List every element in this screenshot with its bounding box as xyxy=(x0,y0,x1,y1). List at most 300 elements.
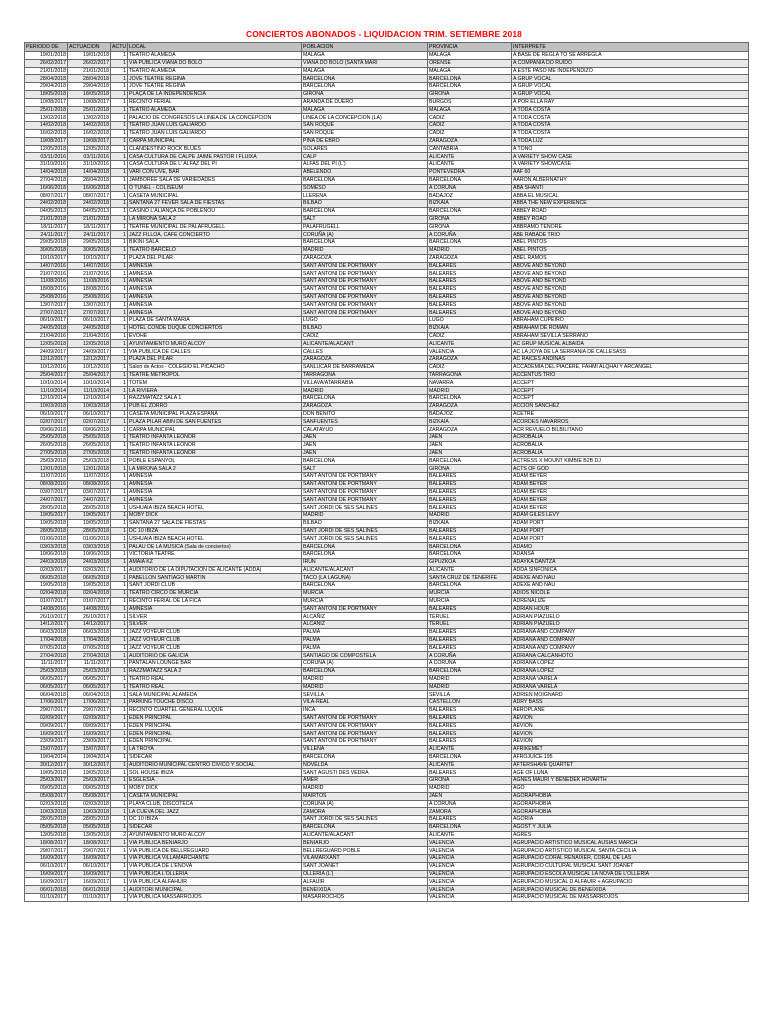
cell-provincia: GIRONA xyxy=(428,90,512,98)
cell-interprete: A BASE DE REGLA TO SE ARREGLA xyxy=(512,52,749,60)
cell-provincia: MADRID xyxy=(428,683,512,691)
cell-actu: 1 xyxy=(111,816,128,824)
cell-poblacion: VILLENA xyxy=(302,745,428,753)
cell-periodo: 10/10/2014 xyxy=(25,379,68,387)
table-row xyxy=(25,153,749,161)
cell-periodo: 06/05/2017 xyxy=(25,683,68,691)
cell-actuacion: 24/05/2018 xyxy=(68,324,111,332)
cell-actuacion: 05/05/2018 xyxy=(68,823,111,831)
cell-actuacion: 11/08/2016 xyxy=(68,278,111,286)
cell-local: AMNESIA xyxy=(128,480,302,488)
cell-poblacion: BARCELONA xyxy=(302,551,428,559)
cell-actuacion: 28/05/2018 xyxy=(68,504,111,512)
cell-provincia: CADIZ xyxy=(428,114,512,122)
cell-local: JAZZ VOYEUR CLUB xyxy=(128,628,302,636)
cell-local: JAZZ VOYEUR CLUB xyxy=(128,636,302,644)
cell-periodo: 13/07/2017 xyxy=(25,301,68,309)
cell-actuacion: 30/05/2018 xyxy=(68,246,111,254)
cell-periodo: 25/08/2016 xyxy=(25,293,68,301)
cell-interprete: ADRIANA AND COMPANY xyxy=(512,636,749,644)
cell-poblacion: CADIZ xyxy=(302,332,428,340)
cell-actuacion: 13/02/2018 xyxy=(68,114,111,122)
table-row xyxy=(25,379,749,387)
cell-provincia: BALEARES xyxy=(428,816,512,824)
cell-interprete: A GRUP VOCAL xyxy=(512,75,749,83)
cell-poblacion: SANLUCAR DE BARRAMEDA xyxy=(302,363,428,371)
cell-actuacion: 17/06/2017 xyxy=(68,699,111,707)
cell-interprete: ADRIEN MOIGNARD xyxy=(512,691,749,699)
table-row xyxy=(25,410,749,418)
cell-provincia: MALAGA xyxy=(428,106,512,114)
table-row xyxy=(25,582,749,590)
cell-actu: 1 xyxy=(111,792,128,800)
cell-interprete: AEVION xyxy=(512,730,749,738)
cell-actu: 1 xyxy=(111,379,128,387)
cell-poblacion: VILA-REAL xyxy=(302,699,428,707)
cell-provincia: SANTA CRUZ DE TENERIFE xyxy=(428,574,512,582)
cell-poblacion: SAN ROQUE xyxy=(302,122,428,130)
cell-poblacion: MALAGA xyxy=(302,52,428,60)
cell-actu: 1 xyxy=(111,52,128,60)
cell-actuacion: 10/06/2018 xyxy=(68,551,111,559)
cell-actuacion: 27/07/2017 xyxy=(68,309,111,317)
cell-interprete: ADDA SINFONICA xyxy=(512,566,749,574)
cell-interprete: ADRIANA AND COMPANY xyxy=(512,644,749,652)
cell-periodo: 09/06/2018 xyxy=(25,426,68,434)
cell-actuacion: 14/12/2017 xyxy=(68,621,111,629)
cell-provincia: BARCELONA xyxy=(428,753,512,761)
cell-interprete: ABEL PINTOS xyxy=(512,246,749,254)
cell-periodo: 06/10/2017 xyxy=(25,317,68,325)
cell-provincia: BALEARES xyxy=(428,293,512,301)
table-row xyxy=(25,519,749,527)
cell-local: SIDECAR xyxy=(128,823,302,831)
cell-actuacion: 03/03/2018 xyxy=(68,543,111,551)
cell-periodo: 16/09/2017 xyxy=(25,870,68,878)
cell-actuacion: 24/02/2018 xyxy=(68,200,111,208)
cell-actuacion: 06/10/2017 xyxy=(68,317,111,325)
cell-poblacion: BARCELONA xyxy=(302,207,428,215)
cell-provincia: SEVILLA xyxy=(428,691,512,699)
cell-poblacion: MADRID xyxy=(302,683,428,691)
table-row xyxy=(25,878,749,886)
cell-interprete: ACCION SANCHEZ xyxy=(512,402,749,410)
cell-actuacion: 02/04/2018 xyxy=(68,589,111,597)
table-row xyxy=(25,769,749,777)
cell-actuacion: 06/05/2017 xyxy=(68,683,111,691)
cell-local: LA CUEVA DEL JAZZ xyxy=(128,808,302,816)
cell-poblacion: LINEA DE LA CONCEPCION (LA) xyxy=(302,114,428,122)
table-row xyxy=(25,231,749,239)
cell-periodo: 05/08/2017 xyxy=(25,792,68,800)
table-row xyxy=(25,722,749,730)
cell-local: EDEN PRINCIPAL xyxy=(128,714,302,722)
cell-provincia: ALICANTE xyxy=(428,745,512,753)
cell-local: RAZZMATAZZ SALA 2 xyxy=(128,667,302,675)
cell-actu: 1 xyxy=(111,309,128,317)
cell-interprete: ADRIAN PIAZUELO xyxy=(512,613,749,621)
cell-actuacion: 29/05/2018 xyxy=(68,239,111,247)
cell-poblacion: SANT ANTONI DE PORTMANY xyxy=(302,278,428,286)
cell-actuacion: 08/08/2016 xyxy=(68,480,111,488)
cell-poblacion: BARCELONA xyxy=(302,582,428,590)
cell-poblacion: ZARAGOZA xyxy=(302,254,428,262)
table-row xyxy=(25,831,749,839)
cell-actu: 1 xyxy=(111,808,128,816)
cell-provincia: MADRID xyxy=(428,784,512,792)
cell-actu: 1 xyxy=(111,628,128,636)
cell-periodo: 16/09/2017 xyxy=(25,878,68,886)
cell-provincia: A CORUÑA xyxy=(428,231,512,239)
table-row xyxy=(25,285,749,293)
cell-actuacion: 25/04/2017 xyxy=(68,371,111,379)
cell-provincia: BALEARES xyxy=(428,644,512,652)
table-row xyxy=(25,714,749,722)
cell-provincia: MALAGA xyxy=(428,52,512,60)
cell-actu: 1 xyxy=(111,652,128,660)
cell-interprete: ADAM BEYER xyxy=(512,496,749,504)
cell-poblacion: NOVELDA xyxy=(302,761,428,769)
cell-periodo: 29/07/2017 xyxy=(25,706,68,714)
cell-provincia: ALICANTE xyxy=(428,153,512,161)
cell-local: SILVER xyxy=(128,621,302,629)
cell-interprete: ACROBALIA xyxy=(512,434,749,442)
cell-interprete: ABBEY ROAD xyxy=(512,215,749,223)
cell-poblacion: SANT ANTONI DE PORTMANY xyxy=(302,262,428,270)
cell-provincia: CADIZ xyxy=(428,122,512,130)
table-row xyxy=(25,371,749,379)
table-row xyxy=(25,75,749,83)
table-row xyxy=(25,761,749,769)
cell-interprete: AGNES MAURI Y BENEDEK HOVARTH xyxy=(512,777,749,785)
cell-local: VICTORIA TEATRE xyxy=(128,551,302,559)
cell-poblacion: SANTIAGO DE COMPOSTELA xyxy=(302,652,428,660)
cell-actu: 1 xyxy=(111,90,128,98)
cell-actuacion: 06/04/2018 xyxy=(68,691,111,699)
cell-periodo: 28/04/2018 xyxy=(25,75,68,83)
cell-interprete: AFTERSHAVE QUARTET xyxy=(512,761,749,769)
cell-provincia: JAÉN xyxy=(428,434,512,442)
table-row xyxy=(25,332,749,340)
cell-interprete: A VARIETY SHOW CASE xyxy=(512,153,749,161)
cell-interprete: ADRIANA VARELA xyxy=(512,683,749,691)
cell-local: EDEN PRINCIPAL xyxy=(128,722,302,730)
cell-provincia: GIRONA xyxy=(428,777,512,785)
cell-actuacion: 25/05/2018 xyxy=(68,434,111,442)
cell-provincia: JAÉN xyxy=(428,792,512,800)
table-row xyxy=(25,862,749,870)
cell-actu: 1 xyxy=(111,582,128,590)
cell-actuacion: 12/05/2018 xyxy=(68,340,111,348)
cell-actu: 1 xyxy=(111,324,128,332)
cell-interprete: ACCEPT xyxy=(512,387,749,395)
cell-local: PLAZA PILAR ABIN DE SAN FUENTES xyxy=(128,418,302,426)
cell-actu: 1 xyxy=(111,223,128,231)
cell-local: TEATRO INFANTA LEONOR xyxy=(128,449,302,457)
cell-provincia: MADRID xyxy=(428,675,512,683)
cell-provincia: GIPUZKOA xyxy=(428,558,512,566)
cell-local: AMNESIA xyxy=(128,285,302,293)
cell-actuacion: 28/05/2018 xyxy=(68,527,111,535)
cell-periodo: 29/04/2018 xyxy=(25,83,68,91)
cell-local: VIA PUBLICA VILLAMARCHANTE xyxy=(128,855,302,863)
cell-local: AYUNTAMIENTO MURO ALCOY xyxy=(128,340,302,348)
cell-actuacion: 17/04/2018 xyxy=(68,636,111,644)
cell-actuacion: 11/10/2014 xyxy=(68,387,111,395)
cell-local: CASA CULTURA DE CALPE JAIME PASTOR I FLUIXA xyxy=(128,153,302,161)
table-row xyxy=(25,870,749,878)
table-row xyxy=(25,753,749,761)
table-row xyxy=(25,317,749,325)
cell-actu: 1 xyxy=(111,356,128,364)
cell-local: MOBY DICK xyxy=(128,512,302,520)
cell-actuacion: 08/07/2017 xyxy=(68,192,111,200)
table-row xyxy=(25,699,749,707)
cell-actu: 1 xyxy=(111,800,128,808)
cell-periodo: 19/01/2018 xyxy=(25,52,68,60)
cell-actu: 1 xyxy=(111,753,128,761)
cell-actuacion: 13/05/2018 xyxy=(68,831,111,839)
cell-actuacion: 15/07/2017 xyxy=(68,745,111,753)
table-row xyxy=(25,855,749,863)
cell-local: AMNESIA xyxy=(128,605,302,613)
cell-interprete: AGRUPACIO ARTISTICO MUSICAL SANTA CECILIA xyxy=(512,847,749,855)
cell-actu: 1 xyxy=(111,387,128,395)
cell-interprete: ABRAHAM CUPEIRO xyxy=(512,317,749,325)
cell-poblacion: SANT ANTONI DE PORTMANY xyxy=(302,293,428,301)
cell-provincia: BARCELONA xyxy=(428,582,512,590)
cell-actu: 1 xyxy=(111,527,128,535)
table-row xyxy=(25,480,749,488)
cell-actuacion: 16/09/2017 xyxy=(68,870,111,878)
cell-periodo: 05/05/2018 xyxy=(25,823,68,831)
table-row xyxy=(25,129,749,137)
cell-actuacion: 02/07/2017 xyxy=(68,418,111,426)
cell-provincia: TERUEL xyxy=(428,613,512,621)
cell-provincia: BADAJOZ xyxy=(428,410,512,418)
cell-actuacion: 02/09/2017 xyxy=(68,714,111,722)
cell-local: HOTEL CONDE DUQUE CONCIERTOS xyxy=(128,324,302,332)
cell-interprete: AGRUPACIO ARTISTICO MUSICAL AUSIAS MARCH xyxy=(512,839,749,847)
cell-poblacion: BARCELONA xyxy=(302,239,428,247)
cell-actuacion: 31/10/2016 xyxy=(68,161,111,169)
cell-actu: 1 xyxy=(111,621,128,629)
cell-actu: 1 xyxy=(111,363,128,371)
cell-poblacion: PALMA xyxy=(302,636,428,644)
cell-periodo: 11/11/2017 xyxy=(25,660,68,668)
cell-poblacion: BARCELONA xyxy=(302,667,428,675)
cell-interprete: ACTRESS X MOUNT KIMBIE B2B DJ xyxy=(512,457,749,465)
cell-actuacion: 02/03/2018 xyxy=(68,800,111,808)
cell-periodo: 02/03/2017 xyxy=(25,566,68,574)
cell-periodo: 26/05/2018 xyxy=(25,441,68,449)
cell-actu: 1 xyxy=(111,855,128,863)
cell-poblacion: TACO (LA LAGUNA) xyxy=(302,574,428,582)
cell-poblacion: SANT ANTONI DE PORTMANY xyxy=(302,714,428,722)
table-row xyxy=(25,667,749,675)
cell-actuacion: 12/05/2018 xyxy=(68,145,111,153)
cell-periodo: 17/06/2017 xyxy=(25,699,68,707)
cell-actuacion: 29/07/2017 xyxy=(68,847,111,855)
table-row xyxy=(25,784,749,792)
cell-provincia: BALEARES xyxy=(428,488,512,496)
cell-local: USHUAIA IBIZA BEACH HOTEL xyxy=(128,535,302,543)
cell-periodo: 19/05/2017 xyxy=(25,512,68,520)
cell-periodo: 26/10/2017 xyxy=(25,613,68,621)
table-row xyxy=(25,473,749,481)
cell-actu: 1 xyxy=(111,675,128,683)
cell-poblacion: CORUÑA (A) xyxy=(302,660,428,668)
cell-actuacion: 10/03/2018 xyxy=(68,808,111,816)
cell-provincia: BURGOS xyxy=(428,98,512,106)
cell-interprete: ABBA EL MUSICAL xyxy=(512,192,749,200)
cell-interprete: ADRIANA VARELA xyxy=(512,675,749,683)
cell-provincia: BALEARES xyxy=(428,473,512,481)
table-row xyxy=(25,122,749,130)
cell-poblacion: CALATAYUD xyxy=(302,426,428,434)
cell-local: CARPA MUNICIPAL xyxy=(128,426,302,434)
cell-periodo: 28/05/2018 xyxy=(25,816,68,824)
cell-periodo: 14/07/2016 xyxy=(25,262,68,270)
cell-interprete: ABBEY ROAD xyxy=(512,207,749,215)
cell-periodo: 03/03/2018 xyxy=(25,543,68,551)
cell-provincia: MURCIA xyxy=(428,589,512,597)
cell-periodo: 06/05/2018 xyxy=(25,574,68,582)
cell-poblacion: ALICANTE/ALACANT xyxy=(302,340,428,348)
cell-poblacion: BENIARJO xyxy=(302,839,428,847)
cell-provincia: BIZKAIA xyxy=(428,200,512,208)
cell-periodo: 14/12/2017 xyxy=(25,621,68,629)
cell-local: PUB EL ZORRO xyxy=(128,402,302,410)
cell-periodo: 02/04/2018 xyxy=(25,589,68,597)
cell-local: PLAÇA DE LA INDEPENDÈNCIA xyxy=(128,90,302,98)
cell-local: PLAZA DE SANTA MARIA xyxy=(128,317,302,325)
table-row xyxy=(25,839,749,847)
cell-interprete: AARON ALBERNATHY xyxy=(512,176,749,184)
cell-provincia: BARCELONA xyxy=(428,176,512,184)
cell-local: TEATRO ALAMEDA xyxy=(128,52,302,60)
cell-actuacion: 10/03/2018 xyxy=(68,402,111,410)
cell-provincia: BALEARES xyxy=(428,270,512,278)
cell-interprete: ABOVE AND BEYOND xyxy=(512,270,749,278)
cell-poblacion: MALAGA xyxy=(302,67,428,75)
cell-provincia: CADIZ xyxy=(428,332,512,340)
cell-actuacion: 14/07/2016 xyxy=(68,262,111,270)
cell-periodo: 25/03/2017 xyxy=(25,777,68,785)
cell-poblacion: SANT ANTONI DE PORTMANY xyxy=(302,270,428,278)
cell-periodo: 29/05/2018 xyxy=(25,239,68,247)
cell-interprete: AGO xyxy=(512,784,749,792)
table-row xyxy=(25,270,749,278)
table-row xyxy=(25,200,749,208)
cell-actu: 1 xyxy=(111,535,128,543)
cell-local: AMNESIA xyxy=(128,496,302,504)
cell-actuacion: 04/05/2013 xyxy=(68,207,111,215)
cell-periodo: 10/12/2016 xyxy=(25,363,68,371)
cell-interprete: AGORAPHOBIA xyxy=(512,808,749,816)
cell-periodo: 15/07/2017 xyxy=(25,745,68,753)
cell-local: PLAYA CLUB, DISCOTECA xyxy=(128,800,302,808)
table-row xyxy=(25,574,749,582)
cell-poblacion: MADRID xyxy=(302,387,428,395)
cell-provincia: BALEARES xyxy=(428,278,512,286)
cell-local: TEATRO JUAN LUIS GALIARDO xyxy=(128,122,302,130)
cell-provincia: A CORUÑA xyxy=(428,184,512,192)
cell-local: JAZZ VOYEUR CLUB xyxy=(128,644,302,652)
cell-interprete: AEVION xyxy=(512,714,749,722)
table-row xyxy=(25,262,749,270)
cell-interprete: A GRUP VOCAL xyxy=(512,90,749,98)
cell-actu: 1 xyxy=(111,449,128,457)
cell-actu: 1 xyxy=(111,153,128,161)
cell-local: CARPA MUNICIPAL xyxy=(128,137,302,145)
cell-interprete: A ESTE PASO ME INDEPENDIZO xyxy=(512,67,749,75)
cell-actu: 1 xyxy=(111,589,128,597)
cell-actu: 1 xyxy=(111,122,128,130)
cell-local: SANTANA 27 FEVER SALA DE FIESTAS xyxy=(128,200,302,208)
cell-local: CASETA MUNICIPAL xyxy=(128,792,302,800)
cell-interprete: ACORDES NAVARROS xyxy=(512,418,749,426)
cell-actuacion: 14/04/2018 xyxy=(68,168,111,176)
cell-interprete: ABOVE AND BEYOND xyxy=(512,278,749,286)
cell-local: VIA PUBLICA DE BELLREGUARD xyxy=(128,847,302,855)
cell-interprete: ACROBALIA xyxy=(512,441,749,449)
cell-poblacion: SANT ANTONI DE PORTMANY xyxy=(302,301,428,309)
cell-local: SANT JORDI CLUB xyxy=(128,582,302,590)
cell-actu: 1 xyxy=(111,137,128,145)
cell-actu: 1 xyxy=(111,184,128,192)
cell-periodo: 25/03/2018 xyxy=(25,457,68,465)
cell-actu: 1 xyxy=(111,761,128,769)
cell-interprete: AGRUPACIO MUSICAL DE BENEIXIDA xyxy=(512,886,749,894)
cell-periodo: 19/05/2018 xyxy=(25,769,68,777)
cell-actuacion: 18/05/2018 xyxy=(68,90,111,98)
cell-actu: 1 xyxy=(111,231,128,239)
cell-interprete: AFRIKEMET xyxy=(512,745,749,753)
cell-provincia: A CORUÑA xyxy=(428,800,512,808)
cell-provincia: LUGO xyxy=(428,317,512,325)
table-row xyxy=(25,800,749,808)
cell-poblacion: CALP xyxy=(302,153,428,161)
table-row xyxy=(25,418,749,426)
col-header-local: LOCAL xyxy=(128,43,302,52)
table-row xyxy=(25,246,749,254)
cell-interprete: ADRIANA CALCANHOTO xyxy=(512,652,749,660)
col-header-periodo: PERIODO DE xyxy=(25,43,68,52)
cell-periodo: 08/07/2017 xyxy=(25,192,68,200)
cell-poblacion: CORUÑA (A) xyxy=(302,231,428,239)
cell-actu: 1 xyxy=(111,98,128,106)
cell-actu: 1 xyxy=(111,777,128,785)
cell-local: LA MIRONA SALA 2 xyxy=(128,465,302,473)
cell-periodo: 06/03/2018 xyxy=(25,628,68,636)
cell-provincia: CASTELLON xyxy=(428,699,512,707)
cell-local: EVOHÉ xyxy=(128,332,302,340)
cell-interprete: ADAMO xyxy=(512,543,749,551)
cell-actu: 1 xyxy=(111,613,128,621)
cell-provincia: VALENCIA xyxy=(428,870,512,878)
cell-actu: 1 xyxy=(111,207,128,215)
cell-periodo: 12/05/2018 xyxy=(25,145,68,153)
table-row xyxy=(25,777,749,785)
cell-poblacion: BARCELONA xyxy=(302,543,428,551)
cell-periodo: 27/05/2018 xyxy=(25,449,68,457)
cell-interprete: ABEL RAMOS xyxy=(512,254,749,262)
cell-provincia: BIZKAIA xyxy=(428,418,512,426)
cell-local: Salon de Actos - COLEGIO EL PICACHO xyxy=(128,363,302,371)
cell-actu: 1 xyxy=(111,293,128,301)
cell-poblacion: SANT ANTONI DE PORTMANY xyxy=(302,496,428,504)
